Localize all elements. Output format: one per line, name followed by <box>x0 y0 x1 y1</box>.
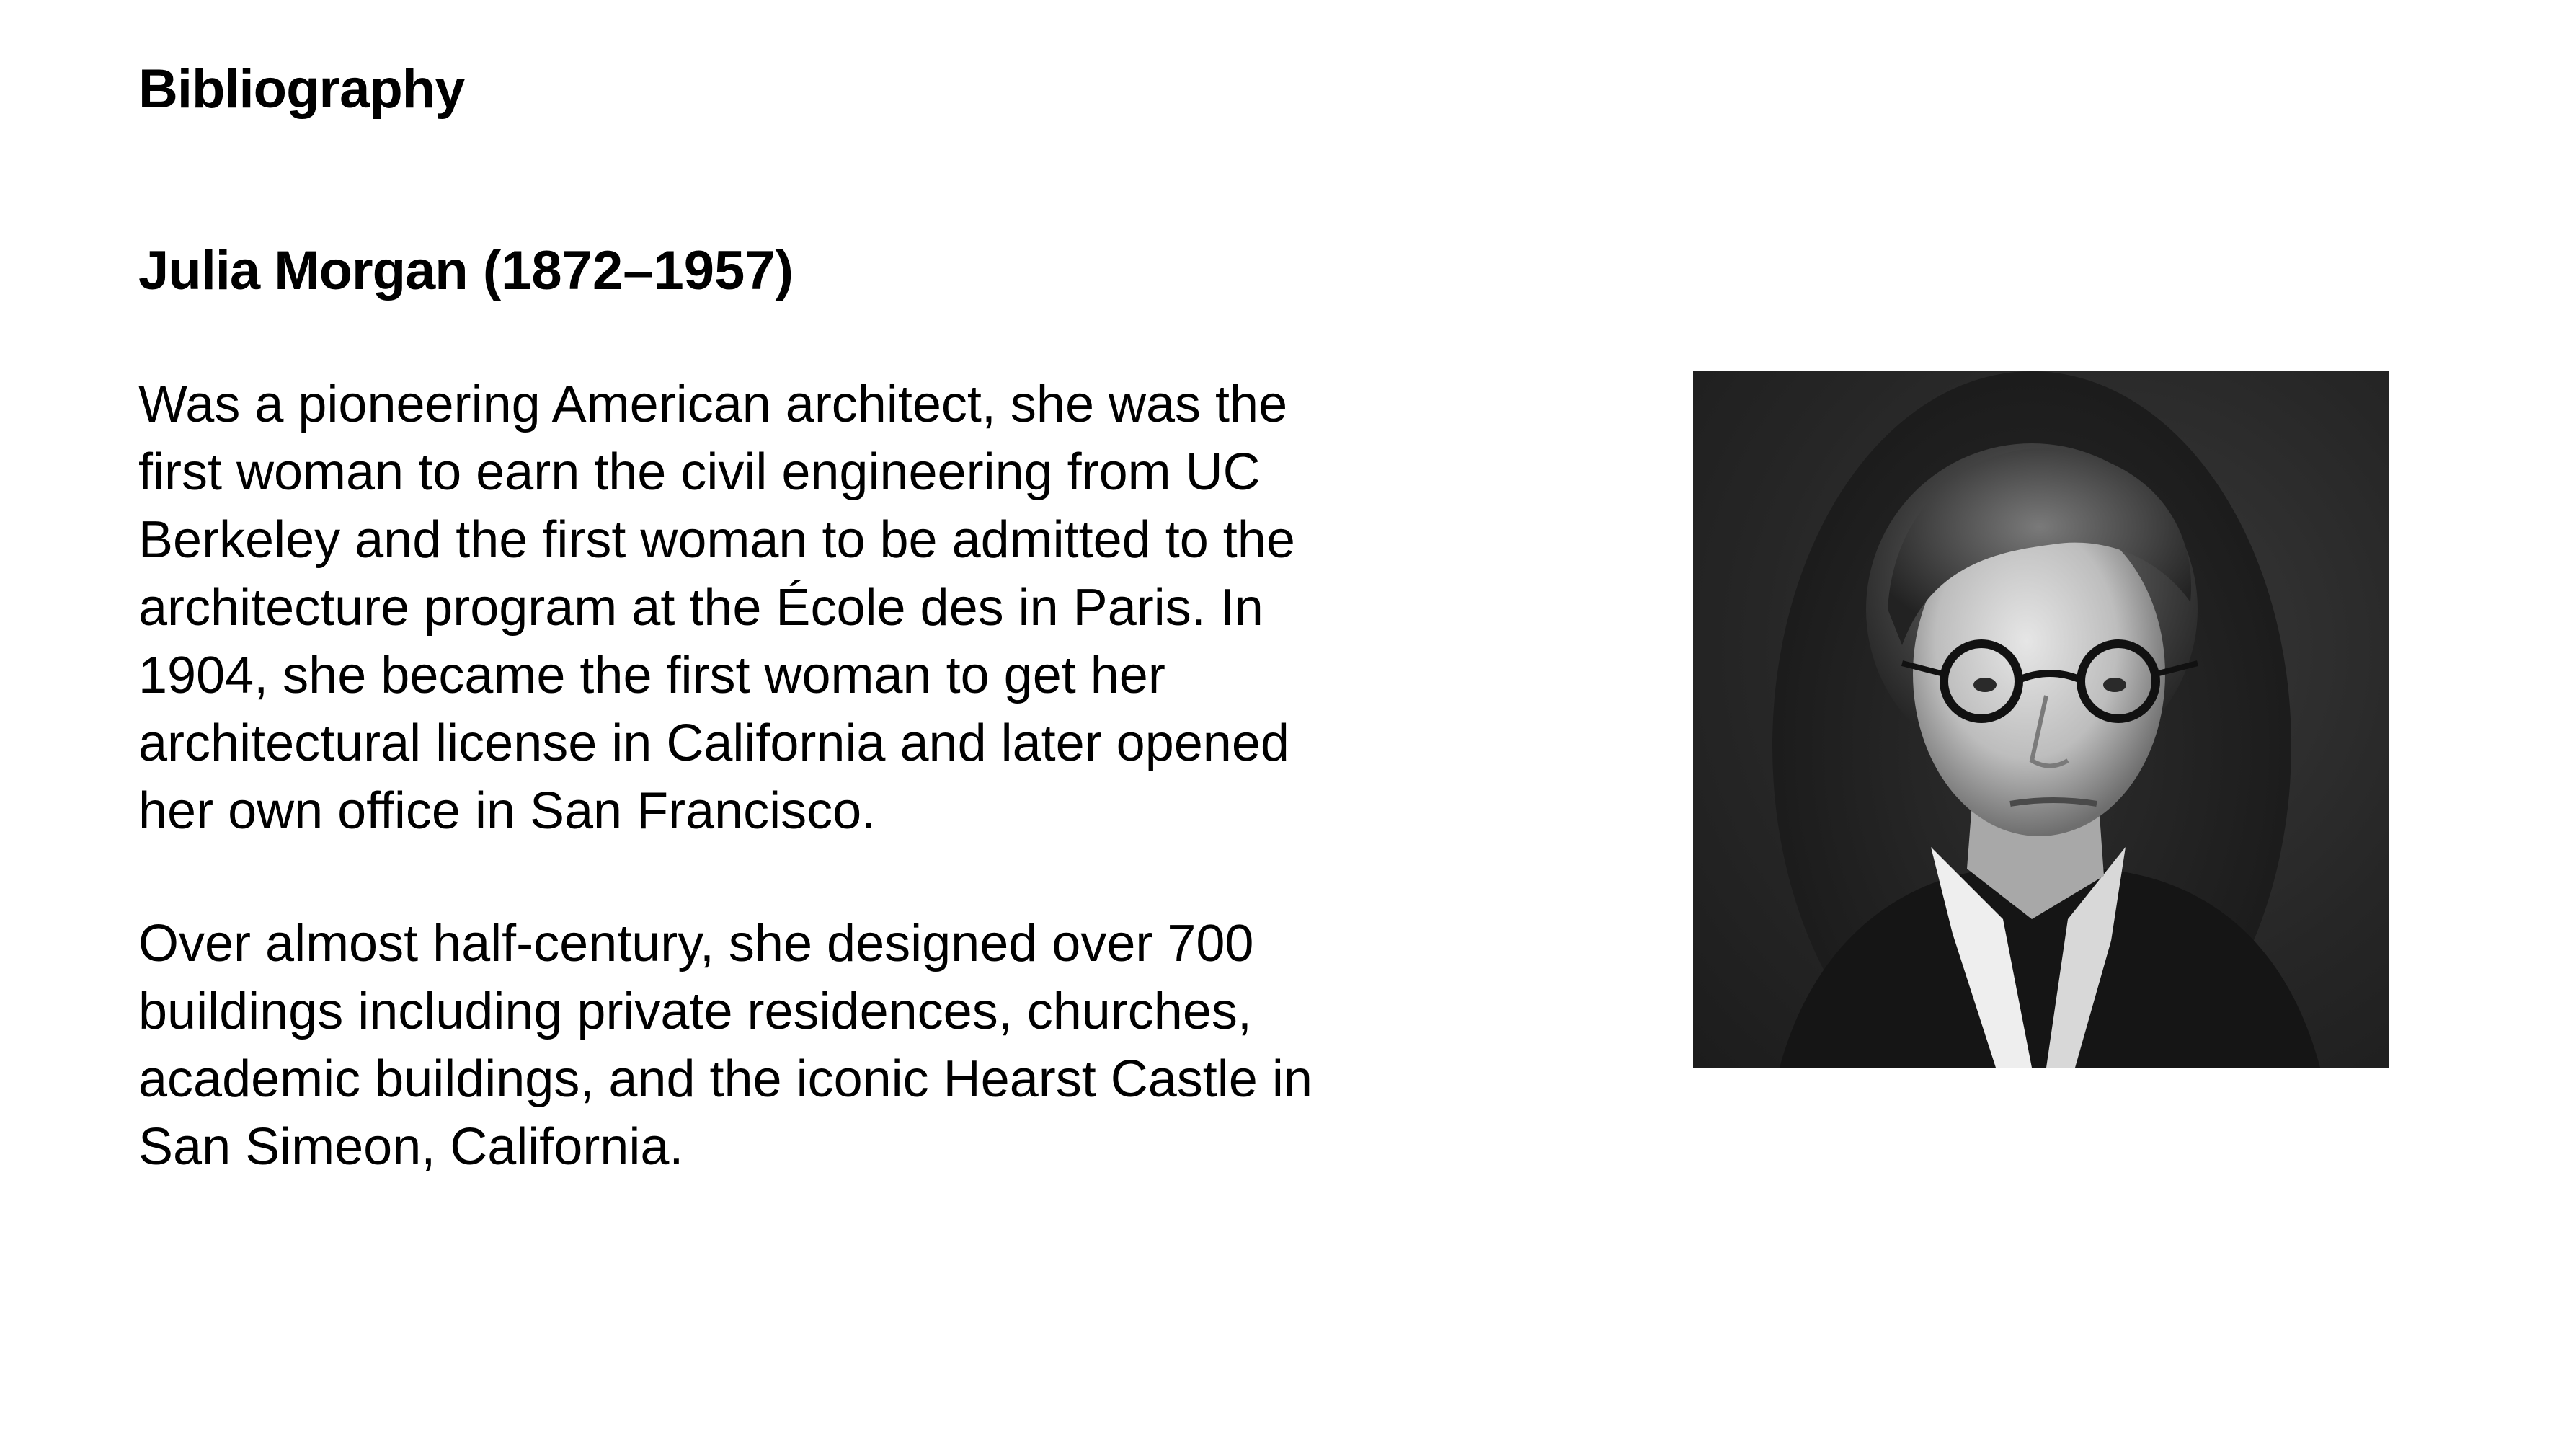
page-title: Bibliography <box>138 58 465 120</box>
person-name: Julia Morgan <box>138 240 468 301</box>
biography-paragraph-1: Was a pioneering American architect, she was the first woman to earn the civil engineering from UC Berkeley and the first woman to be admitted to the architecture program at the École des in Paris. In 1904, she became the first woman to get her architectural license in California and later opened her own office in San Francisco. <box>138 376 1295 840</box>
portrait-photo <box>1693 371 2389 1068</box>
person-heading <box>138 238 794 303</box>
person-years: (1872–1957) <box>482 240 794 301</box>
biography-paragraph-2: Over almost half-century, she designed over 700 buildings including private residences, churches, academic buildings, and the iconic Hearst Castle in San Simeon, California. <box>138 915 1313 1176</box>
